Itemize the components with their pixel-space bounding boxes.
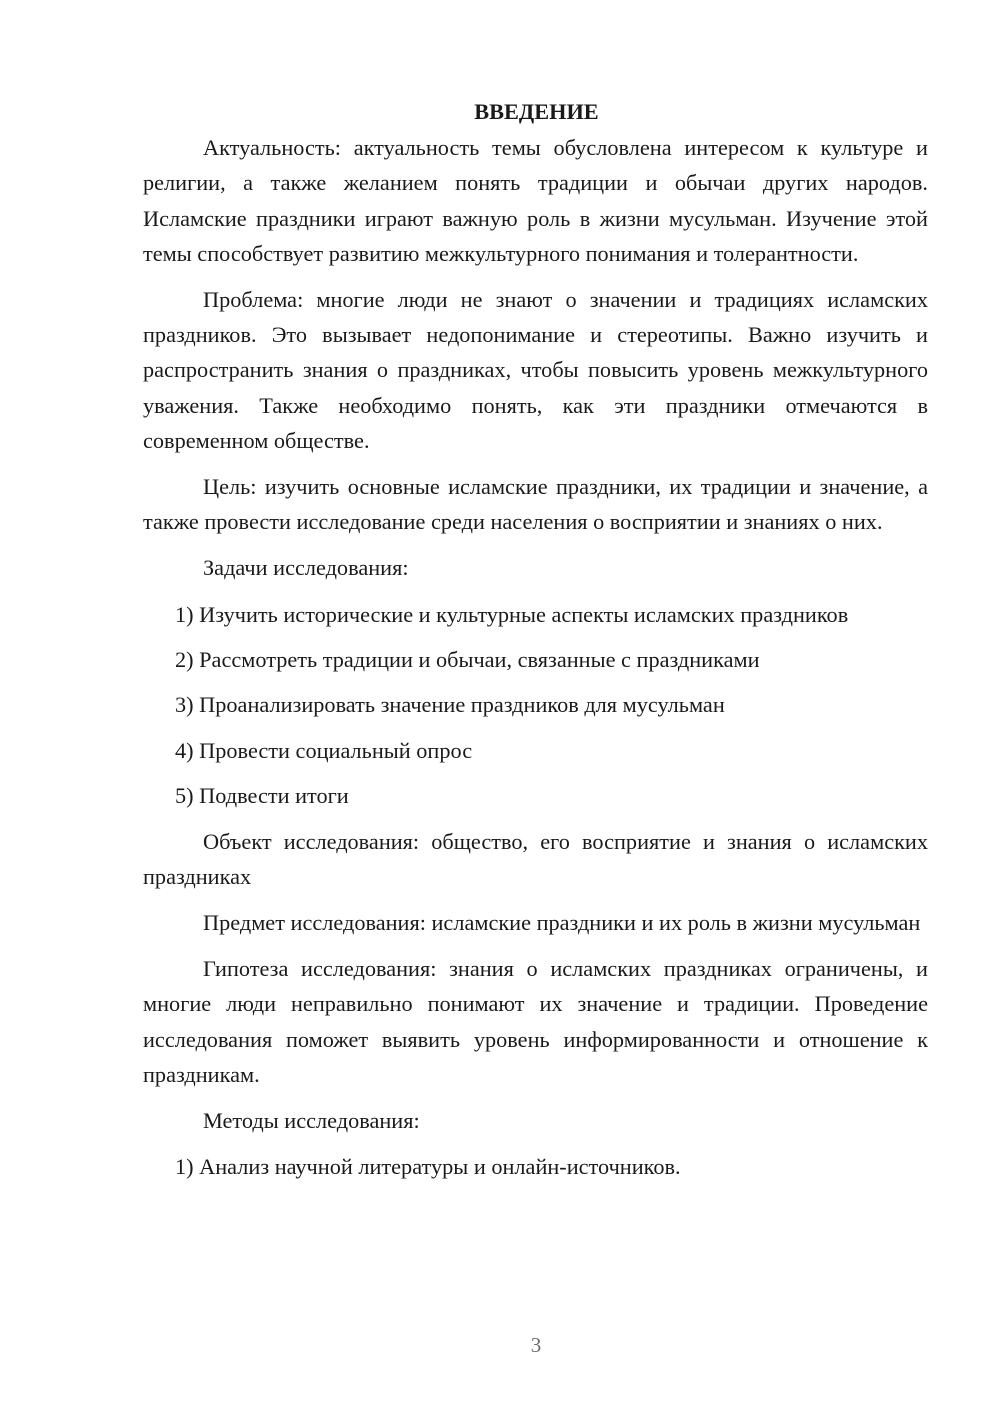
- subject-paragraph: Предмет исследования: исламские праздники и их роль в жизни мусульман: [203, 910, 921, 935]
- list-item: 3) Проанализировать значение праздников для мусульман: [175, 692, 725, 718]
- tasks-list: [143, 597, 928, 814]
- list-item: 4) Провести социальный опрос: [175, 737, 473, 763]
- hypothesis-paragraph: Гипотеза исследования: знания о исламских праздниках ограничены, и многие люди неправильно понимают их значение и традиции. Проведение исследования поможет выявить уровень информированности и отношение к праздникам.: [143, 956, 928, 1087]
- object-paragraph: Объект исследования: общество, его восприятие и знания о исламских праздниках: [143, 828, 928, 889]
- problem-paragraph: Проблема: многие люди не знают о значении и традициях исламских праздников. Это вызывает недопонимание и стереотипы. Важно изучить и распространить знания о праздниках, чтобы повысить уровень межкультурного уважения. Также необходимо понять, как эти праздники отмечаются в современном обществе.: [143, 287, 928, 453]
- section-title: ВВЕДЕНИЕ: [474, 99, 599, 124]
- page-content: [143, 94, 928, 1195]
- goal-paragraph: Цель: изучить основные исламские праздники, их традиции и значение, а также провести исследование среди населения о восприятии и знаниях о них.: [143, 474, 928, 535]
- page-number: 3: [530, 1333, 542, 1357]
- methods-list: [143, 1149, 928, 1184]
- list-item: 2) Рассмотреть традиции и обычаи, связанные с праздниками: [175, 647, 760, 673]
- list-item: 1) Анализ научной литературы и онлайн-источников.: [175, 1154, 681, 1180]
- list-item: 1) Изучить исторические и культурные аспекты исламских праздников: [175, 601, 849, 627]
- methods-heading: Методы исследования:: [203, 1108, 420, 1134]
- tasks-heading: Задачи исследования:: [203, 555, 409, 581]
- list-item: 5) Подвести итоги: [175, 783, 349, 809]
- relevance-paragraph: Актуальность: актуальность темы обусловлена интересом к культуре и религии, а также желанием понять традиции и обычаи других народов. Исламские праздники играют важную роль в жизни мусульман. Изучение этой темы способствует развитию межкультурного понимания и толерантности.: [143, 135, 928, 266]
